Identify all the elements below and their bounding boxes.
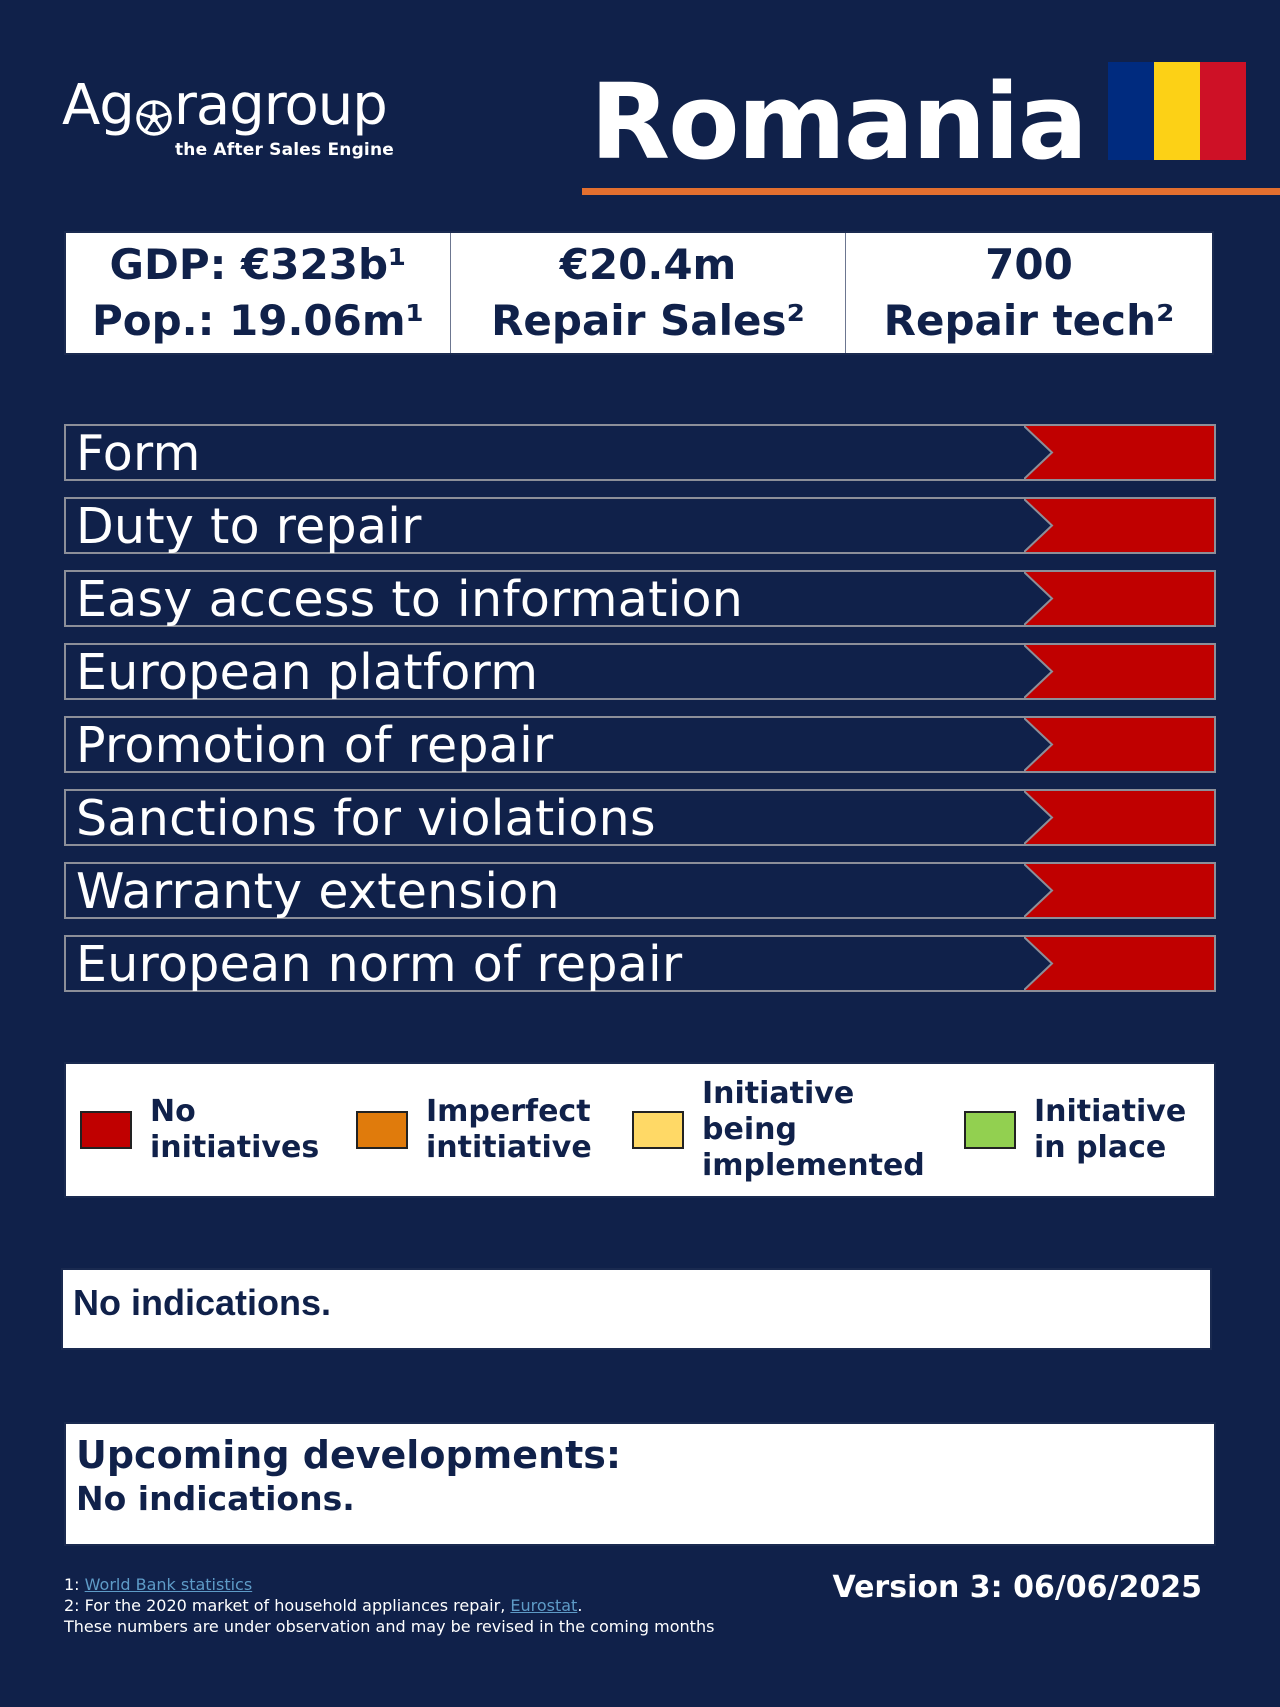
romania-flag-icon [1108,62,1246,160]
criterion-label: Sanctions for violations [76,790,656,847]
stat-repair-tech-label: Repair tech² [883,296,1175,345]
page-title: Romania [590,61,1086,183]
footnote-1 [64,1574,714,1595]
logo-tagline: the After Sales Engine [174,140,394,160]
logo-text-start: Ag [62,73,134,138]
legend-text [1034,1094,1186,1166]
stat-population: Pop.: 19.06m¹ [91,296,425,345]
criterion-row [64,424,1216,481]
status-no-initiatives [1024,645,1214,698]
criterion-row [64,789,1216,846]
criterion-row [64,862,1216,919]
stat-gdp: GDP: €323b¹ [109,240,407,289]
current-notes-box [61,1268,1212,1350]
legend-being-implemented [632,1076,964,1184]
legend-line: Imperfect [426,1094,591,1129]
criterion-label: Form [76,425,201,482]
stat-repair-tech-value: 700 [985,240,1073,289]
agoragroup-logo [62,73,402,160]
legend-swatch-red [80,1111,132,1149]
stat-repair-sales-value: €20.4m [559,240,737,289]
criterion-label: European platform [76,644,539,701]
legend-text [702,1076,925,1184]
flag-stripe-blue [1108,62,1154,160]
legend-line: No [150,1094,196,1129]
criterion-row [64,716,1216,773]
legend-swatch-green [964,1111,1016,1149]
version-label: Version 3: 06/06/2025 [832,1570,1202,1605]
status-legend [64,1062,1216,1198]
legend-line: intitiative [426,1130,592,1165]
criterion-row [64,643,1216,700]
status-no-initiatives [1024,718,1214,771]
status-no-initiatives [1024,572,1214,625]
upcoming-developments-box [64,1422,1216,1546]
criteria-list [64,424,1216,1008]
criterion-label: Promotion of repair [76,717,554,774]
status-no-initiatives [1024,426,1214,479]
legend-line: Initiative [1034,1094,1187,1129]
legend-line: initiatives [150,1130,320,1165]
criterion-label: Warranty extension [76,863,560,920]
criterion-label: Duty to repair [76,498,422,555]
current-notes-text: No indications. [73,1282,332,1323]
status-no-initiatives [1024,791,1214,844]
criterion-row [64,935,1216,992]
upcoming-heading: Upcoming developments: [76,1433,622,1477]
stat-repair-sales-label: Repair Sales² [491,296,805,345]
legend-line: being [702,1112,797,1147]
legend-line: Initiative [702,1076,855,1111]
legend-line: implemented [702,1148,925,1183]
stat-economy [66,233,451,353]
footnote-1-prefix: 1: [64,1575,85,1594]
eurostat-link[interactable]: Eurostat [510,1596,578,1615]
legend-imperfect [356,1094,632,1166]
flag-stripe-yellow [1154,62,1200,160]
status-no-initiatives [1024,937,1214,990]
criterion-row [64,570,1216,627]
upcoming-body: No indications. [76,1479,355,1518]
footnote-2 [64,1595,714,1616]
stat-repair-sales [451,233,846,353]
title-underline [582,188,1280,195]
footnote-2-prefix: 2: For the 2020 market of household appliances repair, [64,1596,511,1615]
legend-line: in place [1034,1130,1167,1165]
legend-swatch-yellow [632,1111,684,1149]
footnote-2-suffix: . [577,1596,583,1615]
status-no-initiatives [1024,499,1214,552]
flag-stripe-red [1200,62,1246,160]
footnote-3: These numbers are under observation and may be revised in the coming months [64,1617,715,1636]
criterion-label: Easy access to information [76,571,744,628]
status-no-initiatives [1024,864,1214,917]
legend-text [150,1094,319,1166]
footnotes [64,1574,714,1637]
legend-text [426,1094,592,1166]
criterion-row [64,497,1216,554]
stats-panel [64,231,1214,355]
legend-swatch-orange [356,1111,408,1149]
criterion-label: European norm of repair [76,936,683,993]
logo-text-end: ragroup [173,73,387,138]
wheel-icon [135,91,173,129]
legend-no-initiatives [80,1094,356,1166]
stat-repair-tech [846,233,1212,353]
world-bank-link[interactable]: World Bank statistics [84,1575,253,1594]
legend-in-place [964,1094,1204,1166]
logo-wordmark [62,73,402,138]
